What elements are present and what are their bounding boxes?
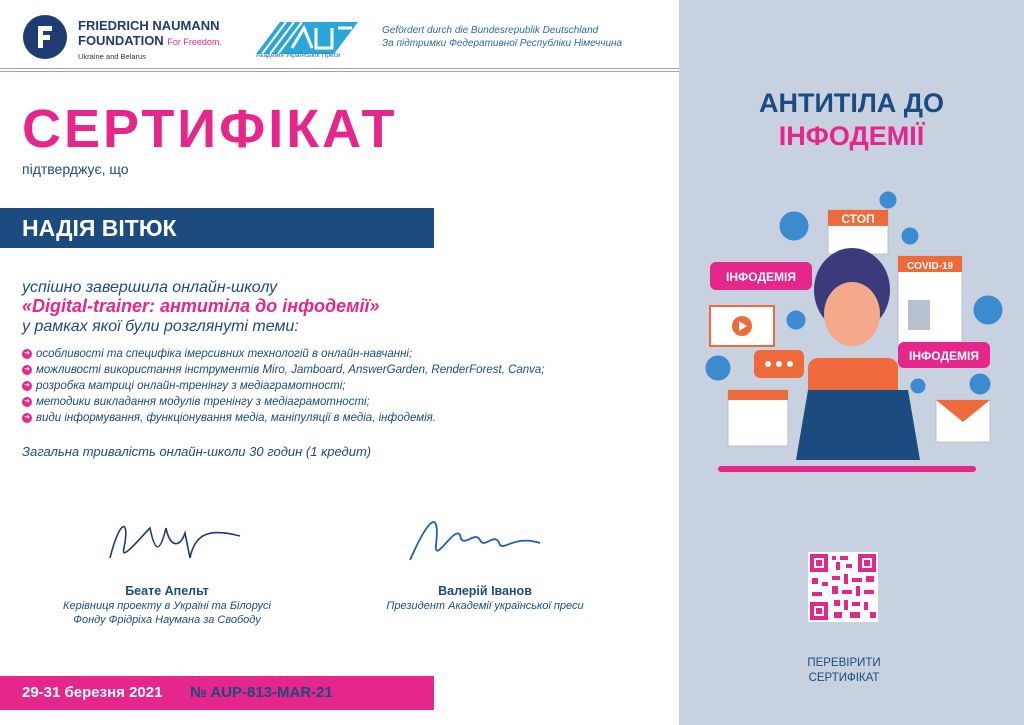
signature-ivanov [400,505,550,575]
signer-name: Беате Апельт [125,584,209,598]
topics-intro: у рамках якої були розглянуті теми: [22,318,299,335]
fnf-name: FRIEDRICH NAUMANN FOUNDATION For Freedom. [78,18,222,48]
topics-list [22,346,545,426]
svg-text:ІНФОДЕМІЯ: ІНФОДЕМІЯ [726,270,796,284]
list-item: ➔ особливості та специфіка імерсивних технологій в онлайн-навчанні; [22,346,545,362]
list-item: ➔ види інформування, функціонування медіа, маніпуляції в медіа, інфодемія. [22,410,545,426]
fnf-logo-icon [22,14,68,60]
header-divider [0,68,679,69]
duration-text: Загальна тривалість онлайн-школи 30 годин (1 кредит) [22,444,372,459]
list-item: ➔ можливості використання інструментів Miro, Jamboard, AnswerGarden, RenderForest, Canva; [22,362,545,378]
list-item: ➔ розробка матриці онлайн-тренінгу з медіаграмотності; [22,378,545,394]
certificate-title: СЕРТИФІКАТ [22,99,398,159]
verify-line2: СЕРТИФІКАТ [808,672,880,684]
arrow-bullet-icon: ➔ [22,381,32,391]
course-title: «Digital-trainer: антитіла до інфодемії» [22,296,380,316]
virus-icon [787,311,805,329]
fnf-region: Ukraine and Belarus [78,52,146,61]
arrow-bullet-icon: ➔ [22,365,32,375]
certificate-number: № AUP-813-MAR-21 [190,684,333,701]
verify-line1: ПЕРЕВІРИТИ [807,657,881,669]
svg-text:ІНФОДЕМІЯ: ІНФОДЕМІЯ [909,349,979,363]
signature-apelt [100,508,250,568]
confirms-text: підтверджує, що [22,161,129,177]
virus-icon [974,296,1002,324]
support-text: Gefördert durch die Bundesrepublik Deutschland За підтримки Федеративної Республіки Німеччина [382,25,623,49]
aup-caption: Академія Української Преси [256,52,341,59]
virus-icon [706,356,730,380]
arrow-bullet-icon: ➔ [22,349,32,359]
panel-title-line1: АНТИТІЛА ДО [758,88,945,118]
verify-certificate-link[interactable] [790,656,898,686]
recipient-name: НАДІЯ ВІТЮК [22,215,177,241]
virus-icon [911,379,925,393]
svg-text:СТОП: СТОП [841,212,875,226]
event-date: 29-31 березня 2021 [22,684,163,701]
svg-text:COVID-19: COVID-19 [906,261,954,272]
virus-icon [880,192,896,208]
signer-role: Президент Академії української преси [386,600,584,612]
panel-title-line2: ІНФОДЕМІЇ [778,121,925,151]
completed-text: успішно завершила онлайн-школу [22,279,278,296]
list-item: ➔ методики викладання модулів тренінгу з медіаграмотності; [22,394,545,410]
virus-icon [780,212,808,240]
signer-role: Керівниця проекту в Україні та Білорусі Фонду Фрідріха Наумана за Свободу [63,600,271,626]
virus-icon [970,374,990,394]
arrow-bullet-icon: ➔ [22,413,32,423]
virus-icon [902,228,918,244]
arrow-bullet-icon: ➔ [22,397,32,407]
header-divider [0,71,679,72]
qr-code[interactable] [808,552,878,622]
infodemic-illustration [698,190,1006,480]
signer-name: Валерій Іванов [438,584,532,598]
